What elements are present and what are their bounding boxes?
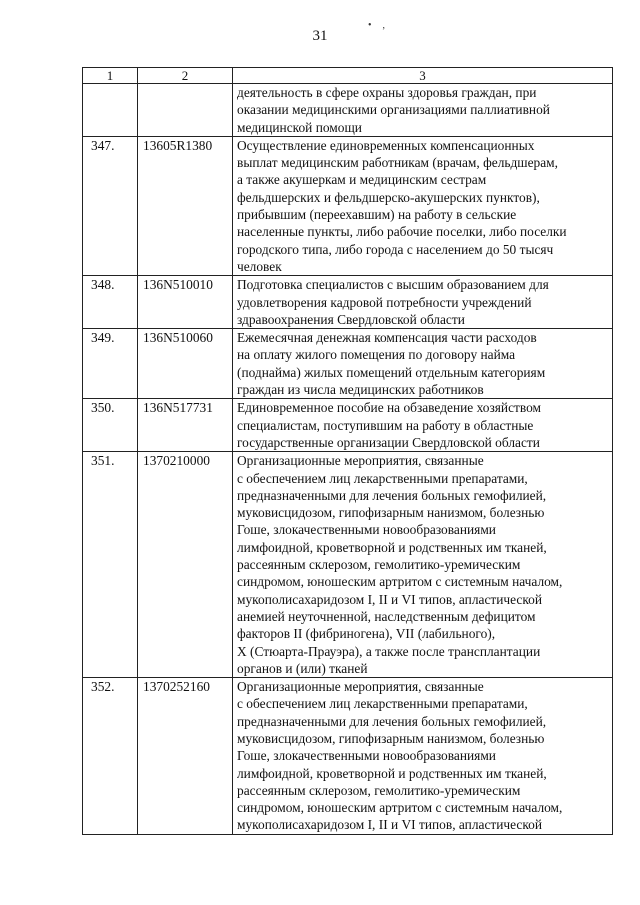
description-line: мукополисахаридозом I, II и VI типов, апластической	[237, 591, 543, 607]
description-line: мукополисахаридозом I, II и VI типов, апластической	[237, 817, 543, 833]
description-line: Гоше, злокачественными новообразованиями	[237, 748, 496, 764]
description-cell	[233, 84, 613, 137]
description-line: Организационные мероприятия, связанные	[237, 453, 484, 469]
code-cell: 136N517731	[138, 399, 233, 452]
description-line: городского типа, либо города с населением до 50 тысяч	[237, 241, 554, 257]
description-line: а также акушеркам и медицинским сестрам	[237, 172, 487, 188]
number-cell: 347.	[83, 136, 138, 275]
number-cell: 352.	[83, 678, 138, 835]
description-line: здравоохранения Свердловской области	[237, 311, 465, 327]
code-cell: 1370252160	[138, 678, 233, 835]
description-line: фельдшерских и фельдшерско-акушерских пунктов),	[237, 189, 540, 205]
code-cell: 1370210000	[138, 452, 233, 678]
description-cell	[233, 276, 613, 329]
code-cell: 136N510010	[138, 276, 233, 329]
description-line: рассеянным склерозом, гемолитико-уремическим	[237, 557, 521, 573]
number-cell: 349.	[83, 329, 138, 399]
description-line: предназначенными для лечения больных гемофилией,	[237, 487, 547, 503]
description-line: с обеспечением лиц лекарственными препаратами,	[237, 696, 528, 712]
description-line: синдромом, юношеским артритом с системным началом,	[237, 574, 563, 590]
description-line: прибывшим (переехавшим) на работу в сельские	[237, 207, 517, 223]
description-line: Подготовка специалистов с высшим образованием для	[237, 277, 549, 293]
description-line: деятельность в сфере охраны здоровья граждан, при	[237, 85, 537, 100]
description-line: медицинской помощи	[237, 119, 362, 135]
description-line: оказании медицинскими организациями паллиативной	[237, 102, 550, 118]
description-line: синдромом, юношеским артритом с системным началом,	[237, 800, 563, 816]
page-number: 31	[312, 28, 328, 44]
description-line: человек	[237, 258, 282, 274]
description-line: предназначенными для лечения больных гемофилией,	[237, 713, 547, 729]
description-line: государственные организации Свердловской области	[237, 434, 540, 450]
description-cell	[233, 678, 613, 835]
code-cell: 13605R1380	[138, 136, 233, 275]
table-row-continuation	[83, 84, 613, 137]
code-cell: 136N510060	[138, 329, 233, 399]
description-line: рассеянным склерозом, гемолитико-уремическим	[237, 782, 521, 798]
description-line: на оплату жилого помещения по договору найма	[237, 347, 516, 363]
scan-speck: ‚	[382, 20, 386, 31]
description-line: анемией неуточненной, наследственным дефицитом	[237, 608, 536, 624]
description-cell	[233, 399, 613, 452]
column-header-number: 1	[83, 68, 138, 84]
description-line: Единовременное пособие на обзаведение хозяйством	[237, 400, 542, 416]
budget-table	[82, 67, 613, 835]
description-line: факторов II (фибриногена), VII (лабильного),	[237, 626, 496, 642]
description-line: Организационные мероприятия, связанные	[237, 679, 484, 695]
description-line: Осуществление единовременных компенсационных	[237, 137, 535, 153]
description-line: удовлетворения кадровой потребности учреждений	[237, 294, 532, 310]
description-line: муковисцидозом, гипофизарным нанизмом, болезнью	[237, 730, 545, 746]
description-line: лимфоидной, кроветворной и родственных им тканей,	[237, 765, 547, 781]
description-line: муковисцидозом, гипофизарным нанизмом, болезнью	[237, 505, 545, 521]
description-line: населенные пункты, либо рабочие поселки, либо поселки	[237, 224, 567, 240]
description-cell	[233, 452, 613, 678]
table-row	[83, 399, 613, 452]
table-row	[83, 136, 613, 275]
column-header-description: 3	[233, 68, 613, 84]
description-line: (поднайма) жилых помещений отдельным категориям	[237, 364, 546, 380]
description-line: граждан из числа медицинских работников	[237, 382, 484, 398]
number-cell: 348.	[83, 276, 138, 329]
description-line: X (Стюарта-Прауэра), а также после трансплантации	[237, 643, 541, 659]
description-line: Ежемесячная денежная компенсация части расходов	[237, 330, 537, 346]
number-cell: 351.	[83, 452, 138, 678]
table-row	[83, 276, 613, 329]
description-line: лимфоидной, кроветворной и родственных им тканей,	[237, 539, 547, 555]
description-line: выплат медицинским работникам (врачам, фельдшерам,	[237, 155, 559, 171]
description-line: органов и (или) тканей	[237, 660, 368, 676]
description-line: Гоше, злокачественными новообразованиями	[237, 522, 496, 538]
description-line: специалистам, поступившим на работу в областные	[237, 417, 534, 433]
table-row	[83, 329, 613, 399]
description-cell	[233, 136, 613, 275]
table-row	[83, 452, 613, 678]
description-line: с обеспечением лиц лекарственными препаратами,	[237, 470, 528, 486]
description-cell	[233, 329, 613, 399]
scan-speck: •	[368, 20, 372, 31]
number-cell	[83, 84, 138, 137]
table-header-row	[83, 68, 613, 84]
number-cell: 350.	[83, 399, 138, 452]
code-cell	[138, 84, 233, 137]
table-row	[83, 678, 613, 835]
column-header-code: 2	[138, 68, 233, 84]
